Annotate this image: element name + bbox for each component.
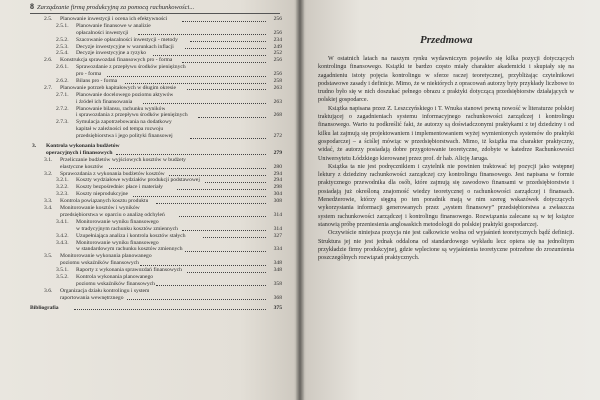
leader-dots bbox=[205, 182, 266, 183]
table-of-contents bbox=[30, 16, 282, 311]
toc-page-number: 279 bbox=[273, 149, 282, 156]
toc-entry bbox=[30, 281, 282, 288]
page-title: Przedmowa bbox=[420, 34, 473, 46]
toc-text: Monitorowanie wyniku finansowego bbox=[76, 239, 159, 246]
toc-text: Kontrola wykonania budżetów bbox=[46, 143, 120, 150]
leader-dots bbox=[185, 48, 266, 49]
toc-text: Szacowanie opłacalności inwestycji - metody bbox=[76, 36, 178, 43]
toc-number: 2.7.1. bbox=[56, 91, 69, 98]
toc-text: Planowanie inwestycji i ocena ich efektywności bbox=[60, 16, 168, 22]
leader-dots bbox=[169, 175, 266, 176]
toc-entry bbox=[30, 212, 282, 219]
leader-dots bbox=[74, 309, 266, 310]
toc-entry bbox=[30, 92, 282, 99]
toc-entry bbox=[30, 133, 282, 140]
toc-number: 2.6. bbox=[44, 57, 53, 64]
toc-text: przedsiębiorstwa w oparciu o analizę odchyleń bbox=[60, 211, 165, 218]
toc-number: 3.5.2. bbox=[56, 273, 69, 280]
toc-number: 2.5. bbox=[44, 16, 53, 22]
toc-text: i źródeł ich finansowania bbox=[76, 98, 133, 105]
toc-number: 2.5.3. bbox=[56, 43, 69, 50]
leader-dots bbox=[179, 216, 266, 217]
leader-dots bbox=[127, 299, 266, 300]
toc-entry bbox=[30, 30, 282, 37]
toc-text: w tradycyjnym rachunku kosztów zmiennych bbox=[76, 225, 178, 232]
toc-entry bbox=[30, 99, 282, 106]
toc-page-number: 294 bbox=[273, 170, 282, 177]
toc-text: Monitorowanie kosztów i wyników bbox=[60, 205, 140, 212]
leader-dots bbox=[187, 89, 266, 90]
toc-text: Monitorowanie wyniku finansowego bbox=[76, 218, 159, 225]
toc-text: operacyjnych i finansowych bbox=[46, 149, 113, 156]
toc-number: 3.5.1. bbox=[56, 267, 69, 274]
toc-entry bbox=[30, 44, 282, 51]
toc-entry bbox=[30, 37, 282, 44]
toc-number: 2.5.1. bbox=[56, 22, 69, 29]
leader-dots bbox=[185, 251, 266, 252]
toc-text: poziomu wskaźników finansowych bbox=[60, 260, 139, 267]
toc-text: Koszty nieprodukcyjne bbox=[76, 191, 129, 198]
toc-entry bbox=[30, 295, 282, 302]
toc-entry bbox=[30, 85, 282, 92]
leader-dots bbox=[143, 103, 266, 104]
toc-text: Sprawozdanie z przepływu środków pieniężnych bbox=[76, 64, 186, 71]
toc-number: 3.4.2. bbox=[56, 232, 69, 239]
toc-entry bbox=[30, 78, 282, 85]
toc-page-number: 256 bbox=[273, 71, 282, 78]
paragraph: Oczywiście niniejsza pozycja nie jest całkowicie wolna od wyjaśnień teoretycznych bądź definicji. Struktura jej nie jest jednak oddalona od standardowego wykładu lecz opiera się na jednolitym przykładzie firmy produkcyjnej, gdzie wplecione są wyjaśnienia teoretyczne potrzebne do zrozumienia poszczególnych rozwiązań praktycznych. bbox=[318, 230, 574, 262]
toc-entry bbox=[30, 288, 282, 295]
toc-entry bbox=[30, 150, 282, 157]
toc-entry bbox=[30, 50, 282, 57]
running-head-title: Zarządzanie firmą produkcyjną za pomocą rachunkowości... bbox=[37, 4, 195, 11]
paragraph: W ostatnich latach na naszym rynku wydawniczym pojawiło się kilka pozycji dotyczących kontrolingu finansowego. Książki te bardzo często miały charakter akademicki i skupiały się na zagadnieniu istoty pojęcia kontrolingu w sferze raczej teoretycznej, przybliżając czytelnikowi podstawowe zasady i definicje. Mimo, że w niektórych z opracowań autorzy byty przykłady liczbowe to trudno było się w nich doszukać pełnego obrazu z praktyki dotyczącą przedsiębiorstw działających w polskiej gospodarce. bbox=[318, 56, 574, 104]
toc-text: poziomu wskaźników finansowych bbox=[76, 280, 155, 287]
page-number: 8 bbox=[30, 2, 34, 11]
toc-page-number: 294 bbox=[273, 177, 282, 184]
toc-entry bbox=[30, 253, 282, 260]
leader-dots bbox=[116, 154, 266, 155]
toc-entry bbox=[30, 64, 282, 71]
running-head bbox=[30, 2, 280, 14]
toc-number: 3.2.3. bbox=[56, 191, 69, 198]
toc-page-number: 348 bbox=[273, 260, 282, 267]
toc-text: Bilans pro - forma bbox=[76, 78, 118, 85]
toc-text: elastyczne kosztów bbox=[60, 163, 104, 170]
toc-entry bbox=[30, 260, 282, 267]
toc-number: 2.5.2. bbox=[56, 36, 69, 43]
toc-entry bbox=[30, 57, 282, 64]
leader-dots bbox=[187, 272, 266, 273]
toc-text: Uzupełniająca analiza i kontrola kosztów stałych bbox=[76, 232, 186, 239]
toc-page-number: 263 bbox=[273, 84, 282, 91]
toc-text: Monitorowanie wykonania planowanego bbox=[60, 253, 152, 260]
toc-entry bbox=[30, 219, 282, 226]
toc-entry bbox=[30, 157, 282, 164]
toc-text: raportowania wewnętrznego bbox=[60, 294, 124, 301]
toc-text: kapitał w zależności od tempa rozwoju bbox=[76, 126, 164, 133]
left-page bbox=[0, 0, 298, 400]
toc-page-number: 256 bbox=[273, 57, 282, 64]
toc-entry bbox=[30, 305, 282, 312]
toc-page-number: 375 bbox=[273, 304, 282, 311]
toc-entry bbox=[30, 240, 282, 247]
toc-page-number: 308 bbox=[273, 198, 282, 205]
toc-text: Kontrola powiązanych kosztu produktu bbox=[60, 198, 149, 205]
toc-entry bbox=[30, 71, 282, 78]
toc-number: 3.3. bbox=[44, 198, 53, 205]
leader-dots bbox=[138, 34, 266, 35]
toc-number: 2.6.1. bbox=[56, 64, 69, 71]
toc-text: Planowanie bilansu, rachunku wyników bbox=[76, 105, 166, 112]
toc-number: 3.4.1. bbox=[56, 218, 69, 225]
toc-text: Konstrukcja sprawozdań finansowych pro - forma bbox=[60, 57, 173, 64]
preface-body bbox=[318, 55, 574, 262]
toc-text: Planowanie potrzeb kapitałowych w długim okresie bbox=[60, 84, 177, 91]
toc-text: Symulacja zapotrzebowania na dodatkowy bbox=[76, 119, 172, 126]
toc-entry bbox=[30, 164, 282, 171]
toc-page-number: 348 bbox=[273, 267, 282, 274]
toc-page-number: 268 bbox=[273, 112, 282, 119]
toc-page-number: 298 bbox=[273, 184, 282, 191]
toc-text: Raporty z wykonania sprawozdań finansowych bbox=[76, 267, 182, 274]
toc-entry bbox=[30, 191, 282, 198]
leader-dots bbox=[140, 265, 266, 266]
toc-entry bbox=[30, 16, 282, 23]
leader-dots bbox=[198, 117, 266, 118]
toc-page-number: 258 bbox=[273, 78, 282, 85]
toc-page-number: 327 bbox=[273, 232, 282, 239]
toc-page-number: 280 bbox=[273, 163, 282, 170]
toc-page-number: 368 bbox=[273, 294, 282, 301]
paragraph: Książka napisana przez Z. Leszczyńskiego i T. Wnuka stanowi pewną nowość w literaturze polskiej traktującej o zagadnieniach systemu informacyjnego rachunkowości zarządczej i kontrolingu finansowego. Warto tu podkreślić fakt, że autorzy są doświadczonymi praktykami z tej dziedziny i od kilku lat zajmują się projektowaniem i implementowaniem wyżej wymienionych systemów do praktyki gospodarczej – a ściślej mówiąc w przedsiębiorstwach. Mimo, iż książka ma charakter praktyczny, widać, że autorzy posiadają dobre przygotowanie teoretyczne, zdobyte w katedrze Rachunkowości Uniwersytetu Łódzkiego kierowanej przez prof. dr hab. Alicję Jaruga. bbox=[318, 105, 574, 162]
leader-dots bbox=[153, 55, 266, 56]
toc-entry bbox=[30, 106, 282, 113]
leader-dots bbox=[177, 189, 266, 190]
toc-page-number: 358 bbox=[273, 280, 282, 287]
toc-entry bbox=[30, 119, 282, 126]
toc-text: w standardowym rachunku kosztów zmiennych bbox=[76, 246, 183, 253]
toc-number: 2.7. bbox=[44, 84, 53, 91]
leader-dots bbox=[182, 62, 266, 63]
toc-page-number: 234 bbox=[273, 36, 282, 43]
toc-text: Koszty bezpośrednie: płace i materiały bbox=[76, 184, 163, 191]
toc-text: Planowanie docelowego poziomu aktywów bbox=[76, 91, 174, 98]
leader-dots bbox=[203, 237, 266, 238]
toc-page-number: 263 bbox=[273, 98, 282, 105]
toc-number: 3.1. bbox=[44, 156, 53, 163]
toc-number: 3.2. bbox=[44, 170, 53, 177]
leader-dots bbox=[156, 203, 266, 204]
toc-text: Planowanie finansowe w analizie bbox=[76, 22, 151, 29]
toc-page-number: 252 bbox=[273, 50, 282, 57]
toc-text: Decyzje inwestycyjne a ryzyko bbox=[76, 50, 147, 57]
toc-entry bbox=[30, 246, 282, 253]
toc-number: 2.7.3. bbox=[56, 119, 69, 126]
toc-number: 3.6. bbox=[44, 287, 53, 294]
toc-page-number: 334 bbox=[273, 246, 282, 253]
toc-page-number: 249 bbox=[273, 43, 282, 50]
toc-text: Sprawozdania z wykonania budżetów kosztów bbox=[60, 170, 165, 177]
toc-text: Kontrola wykonania planowanego bbox=[76, 273, 154, 280]
toc-number: 3.5. bbox=[44, 253, 53, 260]
toc-text: i sprawozdania z przepływu środków pieniężnych bbox=[76, 112, 188, 119]
toc-number: 3. bbox=[32, 143, 37, 150]
toc-text: Przeliczanie budżetów wyjściowych kosztów w budżety bbox=[60, 156, 186, 163]
toc-entry bbox=[30, 171, 282, 178]
toc-entry bbox=[30, 184, 282, 191]
toc-text: Koszty wydziałowe wydziałów produkcji podstawowej bbox=[76, 177, 200, 184]
paragraph: Książka ta nie jest podręcznikiem i czytelnik nie powinien traktować tej pozycji jako wstępnej lektury z dziedziny rachunkowości zarządczej czy kontrolingu finansowego. Jest napisana w formie praktycznego przewodnika dla osób, które zajmują się zawodowo finansami w przedsiębiorstwie i posiadają już określoną znajomość wiedzy teoretycznej o rachunkowości zarządczej i finansach. Menedżerowie, którzy sięgną po ten poradnik mają w nim szereg wskazówek dotyczących wykorzystania informacji generowanych przez „system finansowy” przedsiębiorstwa a zwłaszcza system rachunkowości zarządczej i kontrolingu finansowego. Rozwiązania zalecane są w tej książce stanowią próbę przeniesienia anglosaskich metodologii do polskiej praktyki gospodarczej. bbox=[318, 163, 574, 228]
toc-entry bbox=[30, 177, 282, 184]
toc-number: 2.6.2. bbox=[56, 78, 69, 85]
leader-dots bbox=[182, 21, 266, 22]
toc-number: Bibliografia bbox=[30, 304, 59, 311]
right-page bbox=[302, 0, 600, 400]
toc-entry bbox=[30, 198, 282, 205]
leader-dots bbox=[182, 230, 266, 231]
toc-page-number: 256 bbox=[273, 29, 282, 36]
leader-dots bbox=[125, 83, 266, 84]
leader-dots bbox=[156, 285, 266, 286]
toc-number: 3.2.2. bbox=[56, 184, 69, 191]
toc-number: 2.7.2. bbox=[56, 105, 69, 112]
toc-page-number: 304 bbox=[273, 191, 282, 198]
toc-entry bbox=[30, 143, 282, 150]
toc-text: Decyzje inwestycyjne w warunkach inflacji bbox=[76, 43, 174, 50]
leader-dots bbox=[190, 41, 266, 42]
toc-entry bbox=[30, 233, 282, 240]
toc-text: pro - forma bbox=[76, 71, 102, 78]
toc-entry bbox=[30, 23, 282, 30]
toc-number: 3.4.3. bbox=[56, 239, 69, 246]
toc-entry bbox=[30, 205, 282, 212]
toc-number: 3.2.1. bbox=[56, 177, 69, 184]
toc-page-number: 256 bbox=[273, 16, 282, 22]
toc-entry bbox=[30, 226, 282, 233]
toc-entry bbox=[30, 126, 282, 133]
toc-page-number: 314 bbox=[273, 225, 282, 232]
toc-number: 2.5.4. bbox=[56, 50, 69, 57]
toc-text: przedsiębiorstwa i jego polityki finansowej bbox=[76, 133, 173, 140]
leader-dots bbox=[190, 138, 266, 139]
toc-number: 3.4. bbox=[44, 205, 53, 212]
toc-page-number: 314 bbox=[273, 211, 282, 218]
toc-entry bbox=[30, 112, 282, 119]
leader-dots bbox=[107, 76, 266, 77]
toc-text: Organizacja działu kontrolingu i system bbox=[60, 287, 150, 294]
toc-page-number: 272 bbox=[273, 133, 282, 140]
toc-entry bbox=[30, 267, 282, 274]
leader-dots bbox=[133, 196, 266, 197]
toc-entry bbox=[30, 274, 282, 281]
toc-text: opłacalności inwestycji bbox=[76, 29, 129, 36]
leader-dots bbox=[109, 168, 266, 169]
